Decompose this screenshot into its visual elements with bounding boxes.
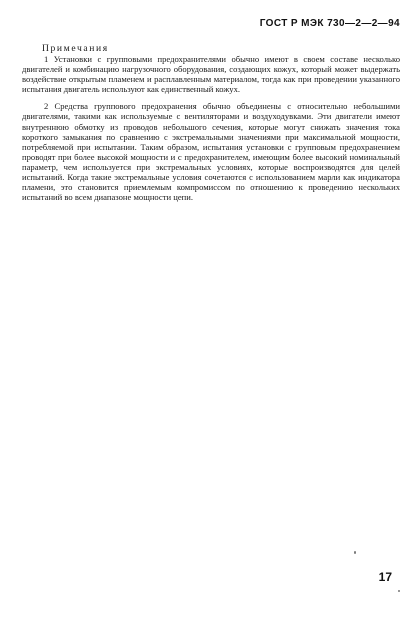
scan-speck (354, 551, 356, 554)
standard-header: ГОСТ Р МЭК 730—2—2—94 (259, 18, 400, 29)
notes-heading: Примечания (42, 43, 109, 54)
scan-speck (398, 590, 400, 592)
page-number: 17 (378, 570, 392, 584)
notes-section (22, 44, 400, 202)
note-paragraph-2: 2 Средства группового предохранения обычно объединены с относительно небольшими двигателями, такими как используемые с вентиляторами и воздуходувками. Эти двигатели имеют внутреннюю обмотку из проводов небольшого сечения, которые могут снижать значения тока короткого замыкания по сравнению с экстремальными значениями при максимальной мощности, потребляемой при испытании. Таким образом, испытания установки с групповым предохранением проводят при более высокой мощности и с предохранителем, имеющим более высокий номинальный параметр, чем используется при экстремальных условиях, которые воспроизводятся для целей испытаний. Когда такие экстремальные условия сочетаются с использованием марли как индикатора пламени, это становится приемлемым компромиссом по отношению к проведению нескольких испытаний во всем диапазоне мощности цепи. (22, 101, 400, 203)
note-paragraph-1: 1 Установки с групповыми предохранителями обычно имеют в своем составе несколько двигателей и комбинацию нагрузочного оборудования, создающих кожух, который может выдержать воздействие открытым пламенем и расплавленным материалом, тогда как при проведении указанного испытания двигатель используют как единственный кожух. (22, 54, 400, 95)
